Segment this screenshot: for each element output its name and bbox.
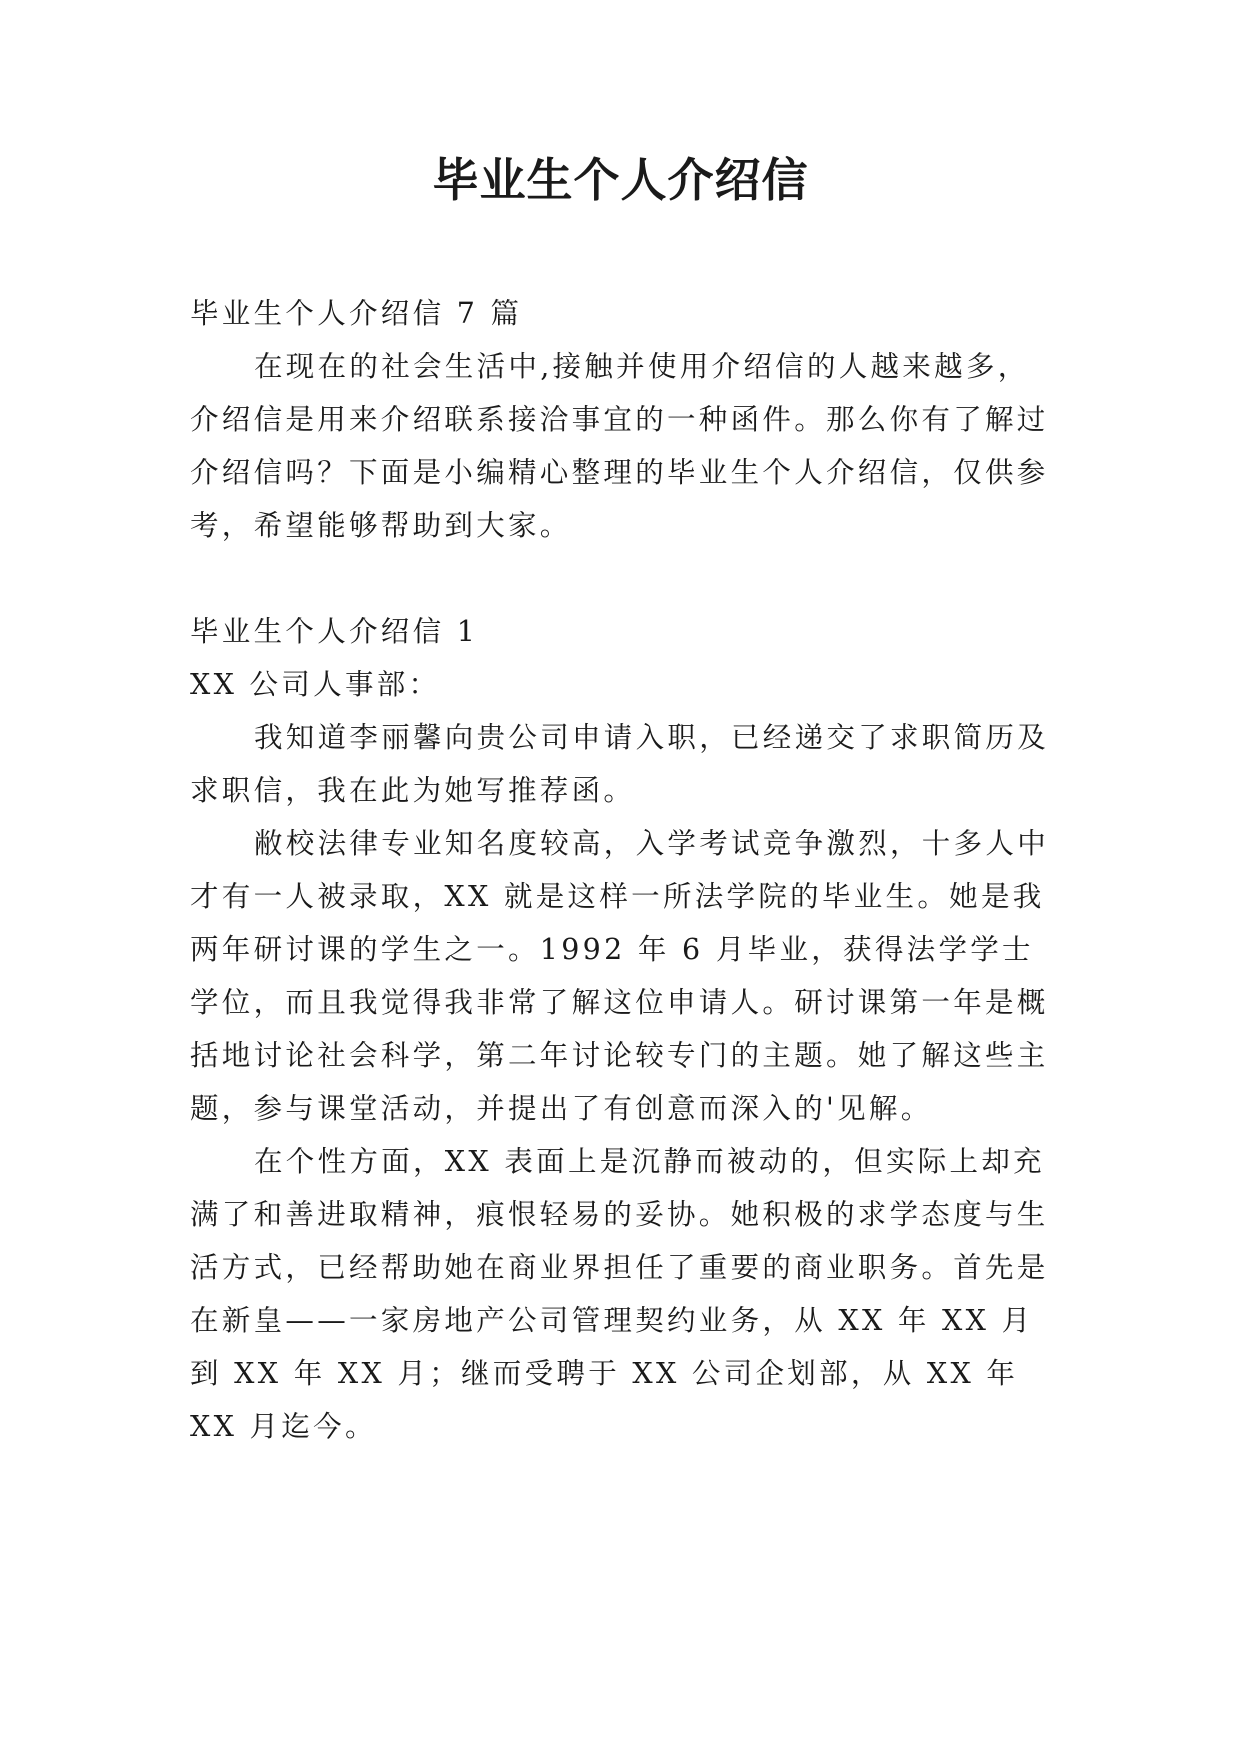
intro-paragraph: 在现在的社会生活中,接触并使用介绍信的人越来越多，介绍信是用来介绍联系接洽事宜的一种函件。那么你有了解过介绍信吗？下面是小编精心整理的毕业生个人介绍信，仅供参考，希望能够帮助到大家。: [190, 350, 1049, 542]
body-paragraph: 我知道李丽馨向贵公司申请入职，已经递交了求职简历及求职信，我在此为她写推荐函。: [190, 721, 1050, 807]
document-body: [190, 287, 1052, 1453]
body-paragraph: 在个性方面，XX 表面上是沉静而被动的，但实际上却充满了和善进取精神，痕恨轻易的妥协。她积极的求学态度与生活方式，已经帮助她在商业界担任了重要的商业职务。首先是在新皇——一家房地产公司管理契约业务，从 XX 年 XX 月到 XX 年 XX 月；继而受聘于 XX 公司企划部，从 XX 年 XX 月迄今。: [190, 1145, 1049, 1443]
salutation: XX 公司人事部：: [190, 668, 441, 701]
document-title: 毕业生个人介绍信: [432, 153, 809, 207]
body-paragraph: 敝校法律专业知名度较高，入学考试竞争激烈，十多人中才有一人被录取，XX 就是这样一所法学院的毕业生。她是我两年研讨课的学生之一。1992 年 6 月毕业，获得法学学士学位，而且我觉得我非常了解这位申请人。研讨课第一年是概括地讨论社会科学，第二年讨论较专门的主题。她了解这些主题，参与课堂活动，并提出了有创意而深入的'见解。: [190, 827, 1050, 1125]
document-subtitle: 毕业生个人介绍信 7 篇: [190, 297, 523, 330]
section-heading: 毕业生个人介绍信 1: [190, 615, 479, 648]
